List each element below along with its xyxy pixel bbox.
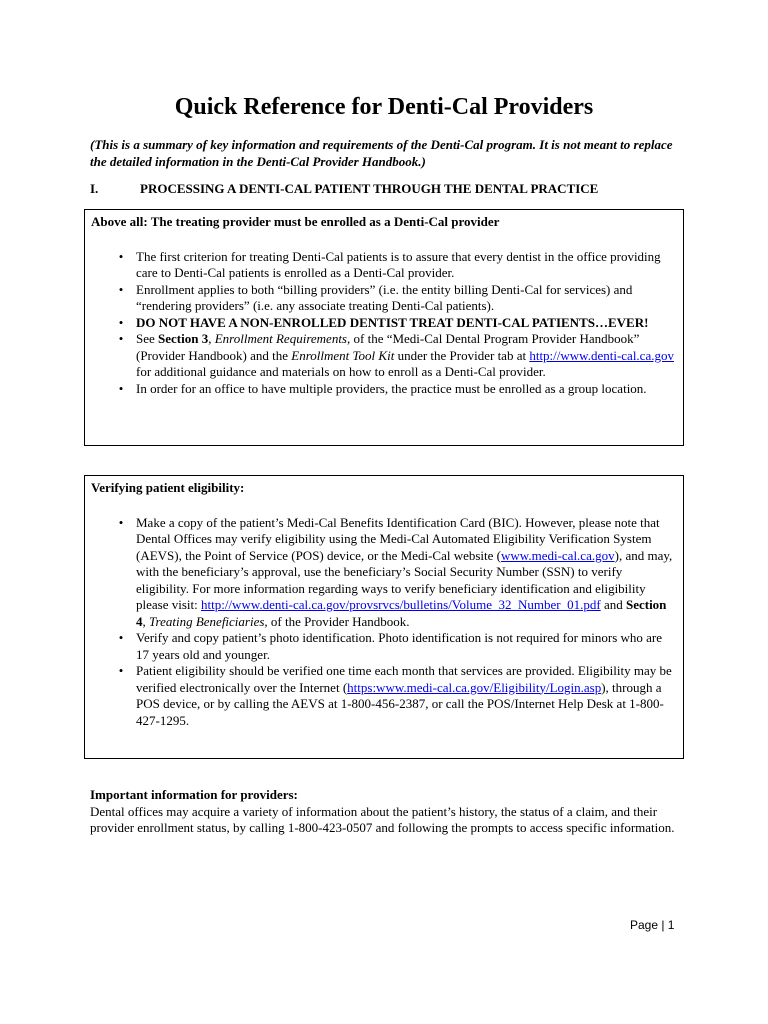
medi-cal-link[interactable]: www.medi-cal.ca.gov: [501, 547, 615, 563]
eligibility-box-title: Verifying patient eligibility:: [91, 480, 245, 495]
bullet-icon: •: [118, 380, 124, 396]
bullet-icon: •: [118, 663, 124, 678]
important-info-heading: Important information for providers:: [90, 787, 298, 802]
comma-text: ,: [208, 331, 215, 346]
bullet-icon: •: [118, 314, 124, 330]
important-info-body: Dental offices may acquire a variety of information about the patient’s history, the status of a claim, and their provider enrollment status, by calling 1-800-423-0507 and following the prompts to access specific information.: [90, 803, 675, 835]
list-item-text: under the Provider tab at: [394, 347, 530, 363]
list-item-text: of the Provider Handbook.: [267, 613, 410, 629]
list-item: [91, 249, 677, 282]
list-item-text: ), and may, with the beneficiary’s approval, use the beneficiary’s Social Security Number (SSN) to verify eligibility. For more information regarding ways to verify beneficiary identification and eligibility please visit:: [136, 547, 673, 612]
eligibility-box: [84, 475, 684, 759]
list-item-text: The first criterion for treating Denti-Cal patients is to assure that every dentist in the office providing care to Denti-Cal patients is enrolled as a Denti-Cal provider.: [136, 248, 661, 280]
list-item-text: for additional guidance and materials on how to enroll as a Denti-Cal provider.: [136, 364, 546, 379]
treating-beneficiaries-ref: Treating Beneficiaries,: [149, 613, 268, 629]
section-heading: [90, 181, 690, 198]
section-title: PROCESSING A DENTI-CAL PATIENT THROUGH THE DENTAL PRACTICE: [140, 181, 599, 196]
enrollment-list: [91, 249, 677, 398]
section-reference: Section 3: [158, 331, 209, 346]
section-number: I.: [90, 181, 99, 196]
list-item: [91, 282, 677, 315]
see-text: See: [136, 331, 159, 346]
bulletin-pdf-link[interactable]: http://www.denti-cal.ca.gov/provsrvcs/bulletins/Volume_32_Number_01.pdf: [201, 597, 601, 612]
important-info: [90, 787, 690, 837]
list-item-text: Patient eligibility should be verified one time each month that services are provided. Eligibility may be verified electronically over the Internet (: [136, 663, 672, 695]
denti-cal-link[interactable]: http://www.denti-cal.ca.gov: [529, 347, 674, 363]
list-item-text: and: [600, 597, 626, 612]
list-item-text: In order for an office to have multiple providers, the practice must be enrolled as a group location.: [136, 380, 647, 396]
list-item-text: Verify and copy patient’s photo identification. Photo identification is not required for minors who are 17 years old and younger.: [136, 630, 663, 662]
intro-note: (This is a summary of key information and requirements of the Denti-Cal program. It is not meant to replace the detailed information in the Denti-Cal Provider Handbook.): [90, 137, 673, 169]
list-item-text: Make a copy of the patient’s Medi-Cal Benefits Identification Card (BIC). However, please note that Dental Offices may verify eligibility using the Medi-Cal Automated Eligibility Verification System (AEVS), the Point of Service (POS) device, or the Medi-Cal website (: [136, 514, 660, 563]
enrollment-box-title: Above all: The treating provider must be enrolled as a Denti-Cal provider: [91, 214, 500, 229]
section-reference: Section 4: [136, 597, 667, 629]
eligibility-login-link[interactable]: https:www.medi-cal.ca.gov/Eligibility/Login.asp: [347, 679, 602, 695]
bullet-icon: •: [118, 514, 124, 530]
eligibility-list: [91, 515, 677, 730]
warning-text: DO NOT HAVE A NON-ENROLLED DENTIST TREAT DENTI-CAL PATIENTS…EVER!: [136, 314, 649, 330]
page-number: Page | 1: [630, 918, 675, 932]
enrollment-requirements-ref: Enrollment Requirements,: [214, 331, 351, 346]
list-item: [91, 331, 677, 381]
list-item-text: of the “Medi-Cal Dental Program Provider Handbook” (Provider Handbook) and the: [136, 331, 640, 363]
bullet-icon: •: [118, 248, 124, 264]
list-item: [91, 663, 677, 729]
list-item: [91, 630, 677, 663]
list-item-text: ), through a POS device, or by calling the AEVS at 1-800-456-2387, or call the POS/Internet Help Desk at 1-800-427-1295.: [136, 679, 664, 728]
bullet-icon: •: [118, 630, 124, 645]
comma-text: ,: [142, 613, 149, 629]
page-title: Quick Reference for Denti-Cal Providers: [174, 94, 594, 120]
list-item: [91, 381, 677, 398]
list-item-text: Enrollment applies to both “billing providers” (i.e. the entity billing Denti-Cal for services) and “rendering providers” (i.e. any associate treating Denti-Cal patients).: [136, 281, 633, 313]
list-item: [91, 515, 677, 631]
enrollment-box: [84, 209, 684, 446]
bullet-icon: •: [118, 281, 124, 297]
list-item: [91, 315, 677, 332]
bullet-icon: •: [118, 331, 124, 346]
tool-kit-ref: Enrollment Tool Kit: [291, 347, 395, 363]
